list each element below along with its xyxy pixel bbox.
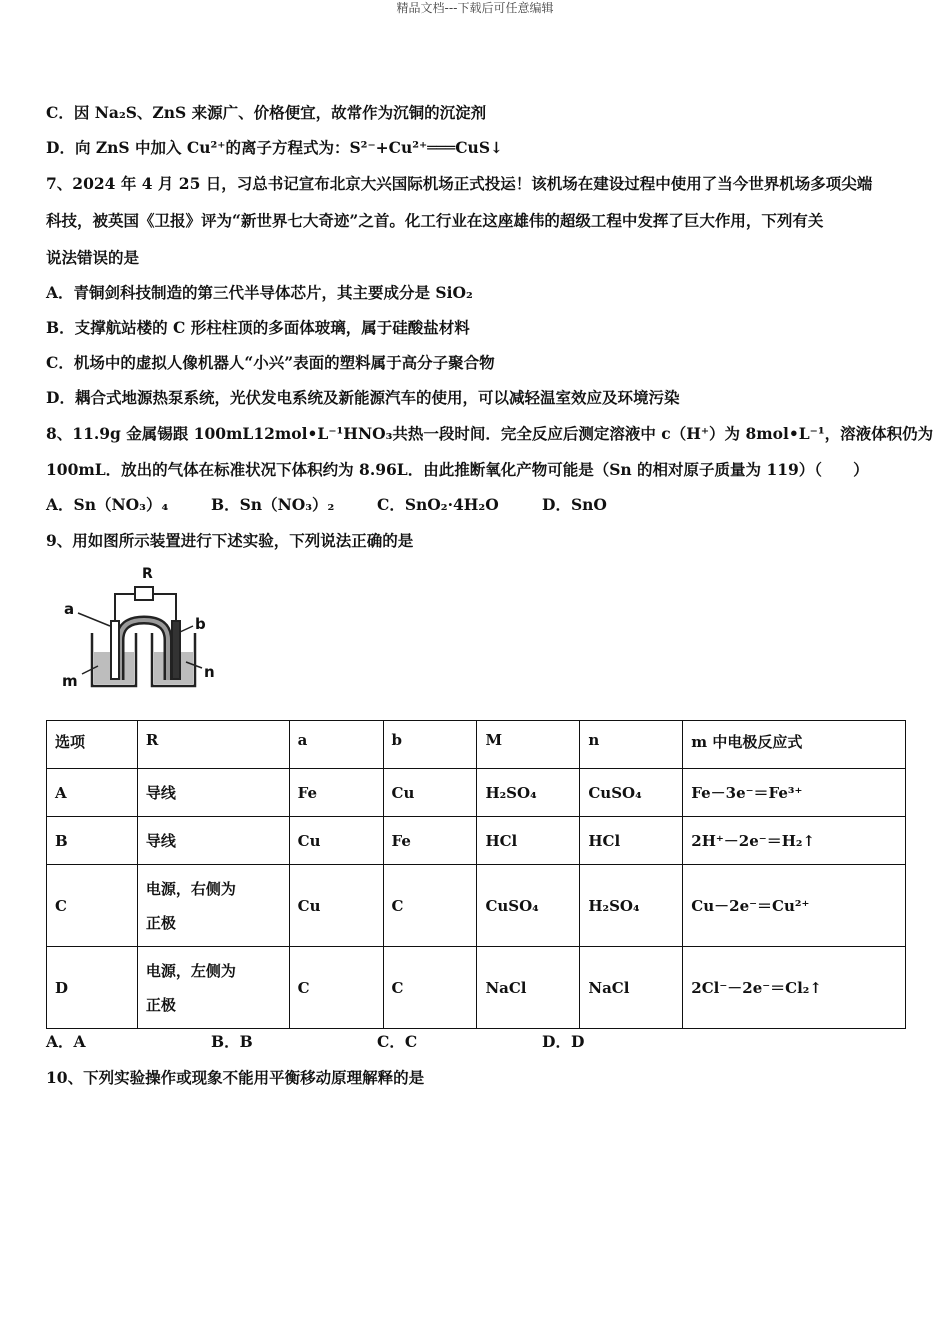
cell-r-line-2: 正极 — [145, 995, 176, 1014]
header-b: b — [383, 721, 477, 769]
header-reaction: m 中电极反应式 — [683, 721, 906, 769]
q8-option-d: D．SnO — [542, 495, 607, 514]
cell-n: H₂SO₄ — [580, 865, 683, 947]
table-row — [47, 769, 906, 817]
header-r: R — [137, 721, 289, 769]
q8-stem-line-1: 8、11.9g 金属锡跟 100mL12mol•L⁻¹HNO₃共热一段时间．完全反应后测定溶液中 c（H⁺）为 8mol•L⁻¹，溶液体积仍为 — [46, 424, 934, 443]
q7-option-b: B．支撑航站楼的 C 形柱柱顶的多面体玻璃，属于硅酸盐材料 — [46, 318, 470, 337]
cell-m: HCl — [477, 817, 580, 865]
cell-option: C — [47, 865, 138, 947]
cell-reaction: Fe－3e⁻＝Fe³⁺ — [683, 769, 906, 817]
cell-b: Fe — [383, 817, 477, 865]
q7-stem-line-1: 7、2024 年 4 月 25 日，习总书记宣布北京大兴国际机场正式投运！该机场在建设过程中使用了当今世界机场多项尖端 — [46, 174, 873, 193]
cell-b: C — [383, 947, 477, 1029]
table-row — [47, 817, 906, 865]
cell-r: 导线 — [137, 769, 289, 817]
cell-option: B — [47, 817, 138, 865]
q7-stem-line-2: 科技，被英国《卫报》评为“新世界七大奇迹”之首。化工行业在这座雄伟的超级工程中发挥了巨大作用，下列有关 — [46, 211, 824, 230]
table-row — [47, 947, 906, 1029]
cell-option: D — [47, 947, 138, 1029]
cell-m: H₂SO₄ — [477, 769, 580, 817]
q10-stem: 10、下列实验操作或现象不能用平衡移动原理解释的是 — [46, 1068, 425, 1087]
cell-reaction: 2H⁺－2e⁻＝H₂↑ — [683, 817, 906, 865]
cell-r — [137, 947, 289, 1029]
cell-m: CuSO₄ — [477, 865, 580, 947]
header-a: a — [289, 721, 383, 769]
cell-b: Cu — [383, 769, 477, 817]
q9-option-c: C．C — [377, 1032, 418, 1051]
electrode-a — [111, 621, 119, 679]
cell-r — [137, 865, 289, 947]
cell-r: 导线 — [137, 817, 289, 865]
label-r: R — [142, 566, 153, 582]
cell-n: NaCl — [580, 947, 683, 1029]
page-header: 精品文档---下载后可任意编辑 — [396, 1, 554, 15]
q8-option-b: B．Sn（NO₃）₂ — [211, 495, 335, 514]
label-b: b — [195, 615, 206, 633]
q7-stem-line-3: 说法错误的是 — [46, 248, 140, 267]
cell-a: Fe — [289, 769, 383, 817]
header-option: 选项 — [47, 721, 138, 769]
label-a: a — [64, 600, 75, 618]
label-n: n — [204, 663, 215, 681]
cell-r-line-1: 电源，左侧为 — [145, 961, 236, 980]
header-m-solution: M — [477, 721, 580, 769]
cell-r-line-2: 正极 — [145, 913, 176, 932]
electrolysis-apparatus-figure — [58, 558, 228, 696]
q9-option-d: D．D — [542, 1032, 585, 1051]
cell-reaction: 2Cl⁻－2e⁻＝Cl₂↑ — [683, 947, 906, 1029]
electrode-b — [172, 621, 180, 679]
q6-option-c: C．因 Na₂S、ZnS 来源广、价格便宜，故常作为沉铜的沉淀剂 — [46, 103, 487, 122]
q7-option-a: A．青铜剑科技制造的第三代半导体芯片，其主要成分是 SiO₂ — [46, 283, 473, 302]
q7-option-d: D．耦合式地源热泵系统，光伏发电系统及新能源汽车的使用，可以减轻温室效应及环境污染 — [46, 388, 680, 407]
q7-option-c: C．机场中的虚拟人像机器人“小兴”表面的塑料属于高分子聚合物 — [46, 353, 495, 372]
cell-n: CuSO₄ — [580, 769, 683, 817]
cell-a: Cu — [289, 817, 383, 865]
cell-r-line-1: 电源，右侧为 — [145, 879, 236, 898]
label-m: m — [62, 672, 78, 690]
table-row — [47, 865, 906, 947]
q9-option-b: B．B — [211, 1032, 253, 1051]
cell-reaction: Cu－2e⁻＝Cu²⁺ — [683, 865, 906, 947]
q8-option-a: A．Sn（NO₃）₄ — [46, 495, 169, 514]
q6-option-d: D．向 ZnS 中加入 Cu²⁺的离子方程式为：S²⁻+Cu²⁺═══CuS↓ — [46, 138, 503, 157]
cell-a: C — [289, 947, 383, 1029]
cell-a: Cu — [289, 865, 383, 947]
q8-stem-line-2: 100mL．放出的气体在标准状况下体积约为 8.96L．由此推断氧化产物可能是（Sn 的相对原子质量为 119）（ ） — [46, 460, 869, 479]
cell-option: A — [47, 769, 138, 817]
resistor-r — [135, 587, 153, 600]
q9-stem: 9、用如图所示装置进行下述实验，下列说法正确的是 — [46, 531, 414, 550]
cell-m: NaCl — [477, 947, 580, 1029]
cell-n: HCl — [580, 817, 683, 865]
header-n: n — [580, 721, 683, 769]
q9-option-a: A．A — [46, 1032, 86, 1051]
table-header-row — [47, 721, 906, 769]
cell-b: C — [383, 865, 477, 947]
q9-options-table — [46, 720, 906, 1029]
q8-option-c: C．SnO₂·4H₂O — [377, 495, 499, 514]
